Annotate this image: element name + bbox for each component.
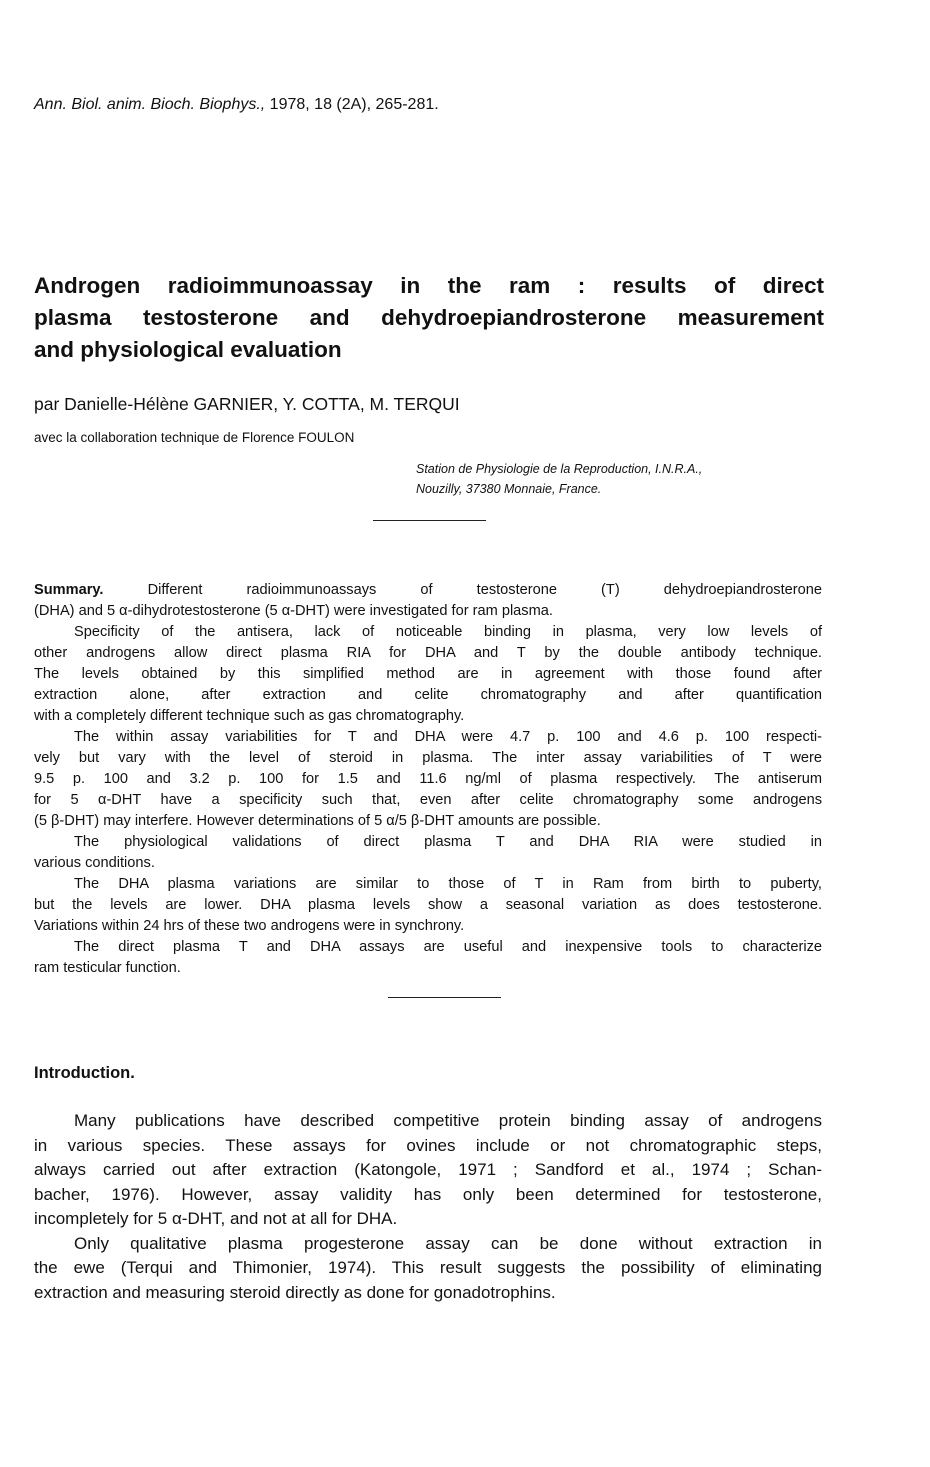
summary-line: 9.5 p. 100 and 3.2 p. 100 for 1.5 and 11.6 ng/ml of plasma respectively. The antiserum [34, 771, 822, 787]
title-line: Androgen radioimmunoassay in the ram : results of direct [34, 273, 824, 298]
summary-label: Summary. [34, 582, 104, 598]
separator-rule [388, 997, 501, 998]
separator-rule [373, 520, 486, 521]
introduction-body [34, 1109, 822, 1305]
summary-line: The physiological validations of direct plasma T and DHA RIA were studied in [74, 834, 822, 850]
title-line: plasma testosterone and dehydroepiandrosterone measurement [34, 305, 824, 330]
summary-line: but the levels are lower. DHA plasma levels show a seasonal variation as does testosterone. [34, 897, 822, 913]
intro-line: Many publications have described competitive protein binding assay of androgens [74, 1111, 822, 1130]
summary-text: Different radioimmunoassays of testosterone (T) dehydroepiandrosterone [103, 582, 822, 598]
summary-line: Variations within 24 hrs of these two androgens were in synchrony. [34, 918, 465, 934]
summary-line: The DHA plasma variations are similar to those of T in Ram from birth to puberty, [74, 876, 822, 892]
authors-line: par Danielle-Hélène GARNIER, Y. COTTA, M. TERQUI [34, 394, 460, 414]
section-heading-introduction: Introduction. [34, 1064, 135, 1082]
summary-line: other androgens allow direct plasma RIA for DHA and T by the double antibody technique. [34, 645, 822, 661]
article-title [34, 270, 824, 366]
intro-line: incompletely for 5 α-DHT, and not at all for DHA. [34, 1209, 398, 1228]
intro-line: extraction and measuring steroid directly as done for gonadotrophins. [34, 1282, 556, 1302]
affiliation-line: Nouzilly, 37380 Monnaie, France. [416, 482, 602, 496]
summary-line: (5 β-DHT) may interfere. However determinations of 5 α/5 β-DHT amounts are possible. [34, 813, 601, 829]
title-line: and physiological evaluation [34, 337, 342, 362]
journal-citation: Ann. Biol. anim. Bioch. Biophys., [34, 96, 266, 113]
summary-line [34, 580, 822, 601]
technical-collaboration: avec la collaboration technique de Florence FOULON [34, 430, 355, 445]
affiliation-line: Station de Physiologie de la Reproduction, I.N.R.A., [416, 462, 703, 476]
summary-line: various conditions. [34, 855, 155, 871]
summary-line: extraction alone, after extraction and celite chromatography and after quantification [34, 687, 822, 703]
intro-line: always carried out after extraction (Katongole, 1971 ; Sandford et al., 1974 ; Schan- [34, 1160, 822, 1179]
summary-line: with a completely different technique such as gas chromatography. [34, 708, 465, 724]
summary-line: (DHA) and 5 α-dihydrotestosterone (5 α-DHT) were investigated for ram plasma. [34, 603, 553, 619]
summary-line: Specificity of the antisera, lack of noticeable binding in plasma, very low levels of [74, 624, 822, 640]
summary-line: for 5 α-DHT have a specificity such that, even after celite chromatography some androgens [34, 792, 822, 808]
summary-line: vely but vary with the level of steroid in plasma. The inter assay variabilities of T were [34, 750, 822, 766]
summary-line: The direct plasma T and DHA assays are useful and inexpensive tools to characterize [74, 939, 822, 955]
intro-line: in various species. These assays for ovines include or not chromatographic steps, [34, 1135, 822, 1155]
journal-volume-pages: 1978, 18 (2A), 265-281. [265, 96, 439, 113]
summary-line: ram testicular function. [34, 960, 181, 976]
summary-block [34, 580, 822, 979]
journal-reference [34, 96, 439, 114]
affiliation [416, 459, 702, 499]
intro-line: bacher, 1976). However, assay validity has only been determined for testosterone, [34, 1184, 822, 1204]
intro-line: Only qualitative plasma progesterone assay can be done without extraction in [74, 1233, 822, 1253]
summary-line: The levels obtained by this simplified method are in agreement with those found after [34, 666, 822, 682]
intro-line: the ewe (Terqui and Thimonier, 1974). This result suggests the possibility of eliminating [34, 1258, 822, 1277]
summary-line: The within assay variabilities for T and DHA were 4.7 p. 100 and 4.6 p. 100 respecti- [74, 729, 822, 745]
